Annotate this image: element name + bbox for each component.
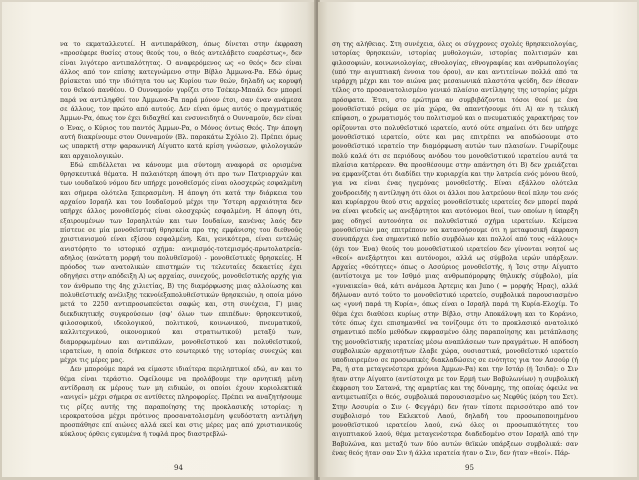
left-paragraph: να το εκματαλλευτεί. Η αντιπαράθεση, όπως δίνεται στην έκφραση «προσέφερε θυσίες στους θεούς του, ο θεός αντελάβετο ευαρέστως», δεν είναι λιγότερο αντιπαλότητας. Ο αναφερόμενος ως «ο θεός» δεν είναι άλλος από τον επίσης κατεγνώμενο στην Βίβλο Άμμωνα-Ρα. Εδώ όμως βρίσκεται υπό την ιδιότητα του ως Κυρίου των θεών, δηλαδή ως κορυφή του θεϊκού πανθέου. Ο Ουνναμούν γυρίζει στο Τσέκερ-Μπαάλ δεν μπορεί παρά να αντιληφθεί τον Άμμωνα-Ρα παρά μόνον έτσι, σαν έναν ανάμεσα σε άλλους, τον πρώτο από αυτούς. Δεν είναι όμως αυτός ο πραγματικός Άμμων-Ρα, όπως τον έχει διδαχθεί και ενσυνειδητά ο Ουνναμούν, δεν είναι ο Ένας, ο Κύριος του παντός Άμμων-Ρα, ο Μόνος όντως Θεός. Την άποψη αυτή διακρίνουμε στον Ουνναμούν (Βλ. παρακάτω Σχόλιο 2). Πρέπει όμως ως υπαρκτή στην φαραωνική Αίγυπτο κατά κρίση γνώσεων, φιλολογικών και αρχαιολογικών.	[60, 41, 302, 160]
left-page-number: 94	[174, 464, 183, 472]
left-page	[2, 2, 316, 477]
left-paragraph: Εδώ επιδέλλεται να κάνουμε μια σύντομη αναφορά σε ορισμένα θρησκευτικά θέματα. Η παλαιότερη άποψη ότι προ των Πατριαρχών και των ιουδαϊκού νόμου δεν υπήρχε μονοθεϊσμός είναι ολοσχερώς εσφαλμένη και σήμερα ολότελα ξεπερασμένη. Η άποψη ότι κατά την διάρκεια του αρχαίου Ισραήλ και του Ιουδαϊσμού μέχρι την Ύστερη αρχαιότητα δεν υπήρχε άλλος μονοθεϊσμός είναι ολοσχερώς εσφαλμένη. Η άποψη ότι, εξαιρουμένων των Ισραηλιτών και των Ιουδαίων, κανένας λαός δεν πίστευε σε μία μονοθεϊστική θρησκεία προ της εμφάνισης του διεθνούς χριστιανισμού είναι εξίσου εσφαλμένη. Και, γενικότερα, είναι εντελώς ανιστόρητο το ιστορικό σχήμα: ανιμισμός-τοτεμισμός-πρωτολατρεία-αδηλος (ανώτατη μορφή του πολυθεϊσμού) - μονοθεϊστικές θρησκείες. Η πρόοδος των ανατολικών επιστημών τις τελευταίες δεκαετίες έχει οδηγήσει στην απόδειξη Α) ως αρχαίας, συνεχούς, μονοθεϊστικής αρχής για τον άνθρωπο της 4ης χιλιετίας, Β) της διαμόρφωσης μιας αλλοίωσης και πολυθεϊστικής ανέλιξης τεκνοίεξαπολυθεϊστικών θρησκειών, η οποία μόνο μετά το 2250 αντιπροσωπεύεται σαφώς και, στη συνέχεια, Γ) μιας διεκδικητικής συγκρούσεων (σφ' όλων των επιπέδων: θρησκευτικού, φιλοσοφικού, ιδεολογικού, πολιτικού, κοινωνικού, πνευματικού, καλλιτεχνικού, οικονομικού και στρατιωτικού) μεταξύ των, διαμορφωμένων και αντιπάλων, μονοθεϊστικού και πολυθεϊστικού, ιερατείων, η οποία διήρκεσε στο εσωτερικό της ιστορίας συνεχώς και μέχρι τις μέρες μας.	[60, 161, 302, 365]
right-paragraph: ση της αλήθειας. Στη συνέχεια, όλες οι σύγχρονες σχολές θρησκειολογίας, ιστορίας θρησκειών, ιστορίας μυθολογιών, ιστορίας πολιτισμών και φιλοσοφιών, κοινωνιολογίας, εθνολογίας, εθνογραφίας και ανθρωπολογίας (υπό την αιγυπτιακή έννοια του όρου), αν και αντιτείνων πολλά από τα ιεράρχη μέχρι και τον αιώνα μας μεσαιωνικά πλαστότα ψεύδη, δεν έθεσαν τέλος στο προσανατολισμένο γενικό πλαίσιο αντίληψης της ιστορίας μέχρι πρόσφατα. Έτσι, στο ερώτημα αν συμβιβάζονται τόσοι θεοί με ένα μονοθεϊστικό ρεύμα σε μία χώρα, θα απαντήσουμε ότι Α) αν η τελική επίφαση, ο χρωματισμός του πολιτισμού και ο πνευματικός χαρακτήρας τον ορίζουνται στο πολυθεϊστικό ιερατείο, αυτό ούτε σημαίνει ότι δεν υπήρχε μονοθεϊστικό ιερατείο, ούτε και μας επιτρέπει να αποδώσουμε στο μονοθεϊστικό ιερατείο την διαμόρφωση αυτών των πλαισίων. Γνωρίζουμε πολύ καλά ότι σε περιόδους ανόδου του μονοθεϊστικού ιερατείου αυτά τα πλαίσια κατέρρεαν. Θα προσθέσουμε στην απάντηση ότι Β) δεν χρειάζεται να εμφανίζεται ότι διαδίδει την κυριαρχία και την λατρεία ενός μόνου θεού, για να είναι ένας ηγεμόνας μονοθεϊστής. Είναι εξάλλου ολότελα χονδροειδής η αντίληψη ότι όλοι οι άλλοι που λατρεύουν θεοί πλην του ενός και κυρίαρχου θεού στις αρχαίες μονοθεϊστικές ιερατείες δεν μπορεί παρά να είναι ψευδείς ως ανεξάρτητοι και αυτόνομοι θεοί, των οποίων η ύπαρξη μας οδηγεί αυτονόητα σε πολυθεϊστικό σχήμα ιερατείων. Κείμενα μονοθεϊστών μας επιτρέπουν να κατανοήσουμε ότι η μεταφυσική έκφραση συνυπάρχει ένα σημαντικό πεδίο συμβόλων και πολλοί από τους «άλλους» (όχι τον Ένα) θεούς του μονοθεϊστικού ιερατείου δεν γίνονται νοητοί ως «θεοί» ανεξάρτητοι και αυτόνομοι, αλλά ως σύμβολα ιερών υπάρξεων. Αρχαίες «θεότητες» όπως ο Ασσύριος μονοθεϊστής, ή Ίσις στην Αίγυπτο (αντίστοιχα με τον Ισθμό μιας ανθρωπόμορφης θηλυκής σύμβολο), μία «γυναικεία» θεά, κάτι ανάμεσα Άρτεμις και Juno ( = μορφής Ήρας), αλλά δήλωναν αυτό τούτο το μονοθεϊστικό ιερατείο, συμβολικά παρουσιασμένο ως «γυνή παρά τη Κυρία», όπως είναι ο Ισραήλ παρά τη Κυρία-Ελοχίμ. Το θέμα έχει διαθέσει κυρίως στην Βίβλο, στην Αποκάλυψη και το Κοράνιο, τότε όπως έχει επισημανθεί να τονίζουμε ότι το προκλασικό ανατολικό σημαντικό πεδίο μεθόδων εκφρασμένο όλης παραποίησης και μετάπλασης της μονοθεϊστικής ιερατείας μέσω αναπλάσεων των πραγμάτων. Η απόδοση συμβολικών αρχαιοτήτων έλαβε χώρα, ουσιαστικά, μονοθεϊστικό ιερατείο υποδιαιρεμένο σε προσωπικές διακλαδώσεις σε ενότητες για τον Ασσούρ (ή Ρα, ή στα μεταγενέστερα χρόνια Άμμων-Ρα) και την Ιστάρ (ή Ίσιδα): ο Σιν ήταν στην Αίγυπτο (αντίστοιχα με τον Ερμή των Βαβυλωνίων) η συμβολική έκφραση του Σατανά, της αμαρτίας και της δύναμης, της οποίας όφειλε να αντιμετωπίζει ο θεός, συμβολικά παρουσιασμένο ως Νεφθύς (κόρη του Σετ). Στην Ασσυρία ο Σιν (- Φεγγάρι) δεν ήταν τίποτε περισσότερο από τον συμβολισμό του Εκλεκτού Λαού, δηλαδή του προσωποποιημένου μονοθεϊστικού ιερατείου λαού, ενώ όλες οι προσωπικότητες του αιγυπτιακού λαού, θέμα μεταγενέστερα διαδεδομένο στον Ισραήλ από την Βαβυλώνα, και μεταξύ των δύο αυτών θεϊκών υπάρξεων συμβολικά: σαν ένας θεός ήταν σαν Σιν ή άλλα ιερατεία ήταν ο Σιν, δεν ήταν «θεοί». Πάρ-	[332, 41, 578, 458]
left-page-text	[60, 40, 302, 440]
right-page-number: 95	[465, 464, 474, 472]
right-page-text	[332, 40, 578, 458]
left-paragraph: Δεν μπορούμε παρά να είμαστε ιδιαίτερα περιληπτικοί εδώ, αν και το θέμα είναι τεράστιο. Οφείλουμε να προλάβουμε την αρνητική μένη αντίδραση εκ μέρους των μη ειδικών, οι οποίοι έχουν κυριολεκτικά «ανιγεί» μέχρι σήμερα σε αντίθετες πληροφορίες. Πρέπει να αναζητήσουμε τις ρίζες αυτής της παραποίησης της προκλασικής ιστορίας: η ιεροκρατούσα μέχρι πρότινος προσανατολισμένη ψευδόστατη αντιλήψη προσπάθησε επί αιώνες αλλά εκεί και στις μέρες μας από χριστιανικούς κύκλους όρθεις εγκυμένα ή τυφλά προς διαστρεβλώ-	[60, 366, 302, 439]
right-page	[318, 2, 637, 477]
